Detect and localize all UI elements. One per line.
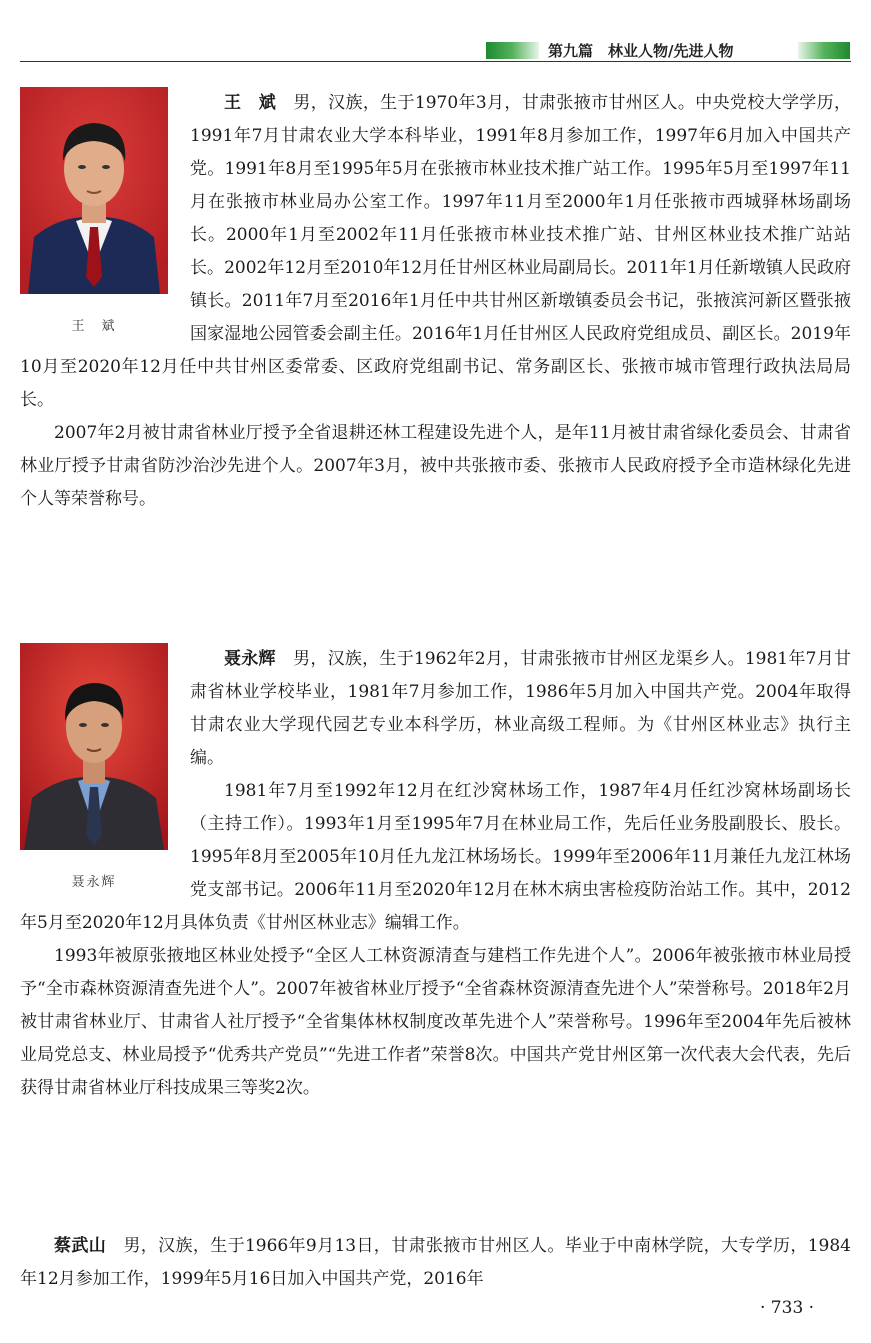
person-name: 聂永辉 xyxy=(224,649,276,669)
entry-text: 男，汉族，生于1966年9月13日，甘肃张掖市甘州区人。毕业于中南林学院，大专学历，1984年12月参加工作，1999年5月16日加入中国共产党，2016年 xyxy=(20,1236,851,1289)
header-title: 第九篇 林业人物/先进人物 xyxy=(548,42,734,60)
entry-paragraph: 1993年被原张掖地区林业处授予“全区人工林资源清查与建档工作先进个人”。2006年被张掖市林业局授予“全市森林资源清查先进个人”。2007年被省林业厅授予“全省森林资源清查先进个人”荣誉称号。2018年2月被甘肃省林业厅、甘肃省人社厅授予“全省集体林权制度改革先进个人”荣誉称号。1996年至2004年先后被林业局党总支、林业局授予“优秀共产党员”“先进工作者”荣誉8次。中国共产党甘州区第一次代表大会代表，先后获得甘肃省林业厅科技成果三等奖2次。 xyxy=(20,946,851,1098)
person-name: 王 斌 xyxy=(224,93,277,113)
entry-paragraph: 2007年2月被甘肃省林业厅授予全省退耕还林工程建设先进个人，是年11月被甘肃省绿化委员会、甘肃省林业厅授予甘肃省防沙治沙先进个人。2007年3月，被中共张掖市委、张掖市人民政府授予全市造林绿化先进个人等荣誉称号。 xyxy=(20,423,851,509)
portrait-caption: 聂永辉 xyxy=(71,875,117,890)
portrait-caption: 王 斌 xyxy=(71,319,117,334)
entry-paragraph: 1981年7月至1992年12月在红沙窝林场工作，1987年4月任红沙窝林场副场长（主持工作）。1993年1月至1995年7月在林业局工作，先后任业务股副股长、股长。1995年8月至2005年10月任九龙江林场场长。1999年至2006年11月兼任九龙江林场党支部书记。2006年11月至2020年12月在林木病虫害检疫防治站工作。其中，2012年5月至2020年12月具体负责《甘州区林业志》编辑工作。 xyxy=(20,781,851,933)
page-number: · 733 · xyxy=(760,1298,815,1318)
entry-body xyxy=(20,1230,851,1296)
entry-paragraph xyxy=(20,1230,851,1296)
header-green-bar-left xyxy=(486,42,539,59)
entry-body xyxy=(20,643,851,1105)
header-rule xyxy=(20,61,851,62)
header-green-bar-right xyxy=(798,42,850,59)
entry-text: 男，汉族，生于1962年2月，甘肃张掖市甘州区龙渠乡人。1981年7月甘肃省林业学校毕业，1981年7月参加工作，1986年5月加入中国共产党。2004年取得甘肃农业大学现代园艺专业本科学历，林业高级工程师。为《甘州区林业志》执行主编。 xyxy=(190,649,852,768)
entry-text: 男，汉族，生于1970年3月，甘肃张掖市甘州区人。中央党校大学学历，1991年7月甘肃农业大学本科毕业，1991年8月参加工作，1997年6月加入中国共产党。1991年8月至1995年5月在张掖市林业技术推广站工作。1995年5月至1997年11月在张掖市林业局办公室工作。1997年11月至2000年1月任张掖市西城驿林场副场长。2000年1月至2002年11月任张掖市林业技术推广站、甘州区林业技术推广站站长。2002年12月至2010年12月任甘州区林业局副局长。2011年1月任新墩镇人民政府镇长。2011年7月至2016年1月任中共甘州区新墩镇委员会书记，张掖滨河新区暨张掖国家湿地公园管委会副主任。2016年1月任甘州区人民政府党组成员、副区长。2019年10月至2020年12月任中共甘州区委常委、区政府党组副书记、常务副区长、张掖市城市管理行政执法局局长。 xyxy=(20,93,852,410)
entry-body xyxy=(20,87,851,516)
person-name: 蔡武山 xyxy=(54,1236,107,1256)
